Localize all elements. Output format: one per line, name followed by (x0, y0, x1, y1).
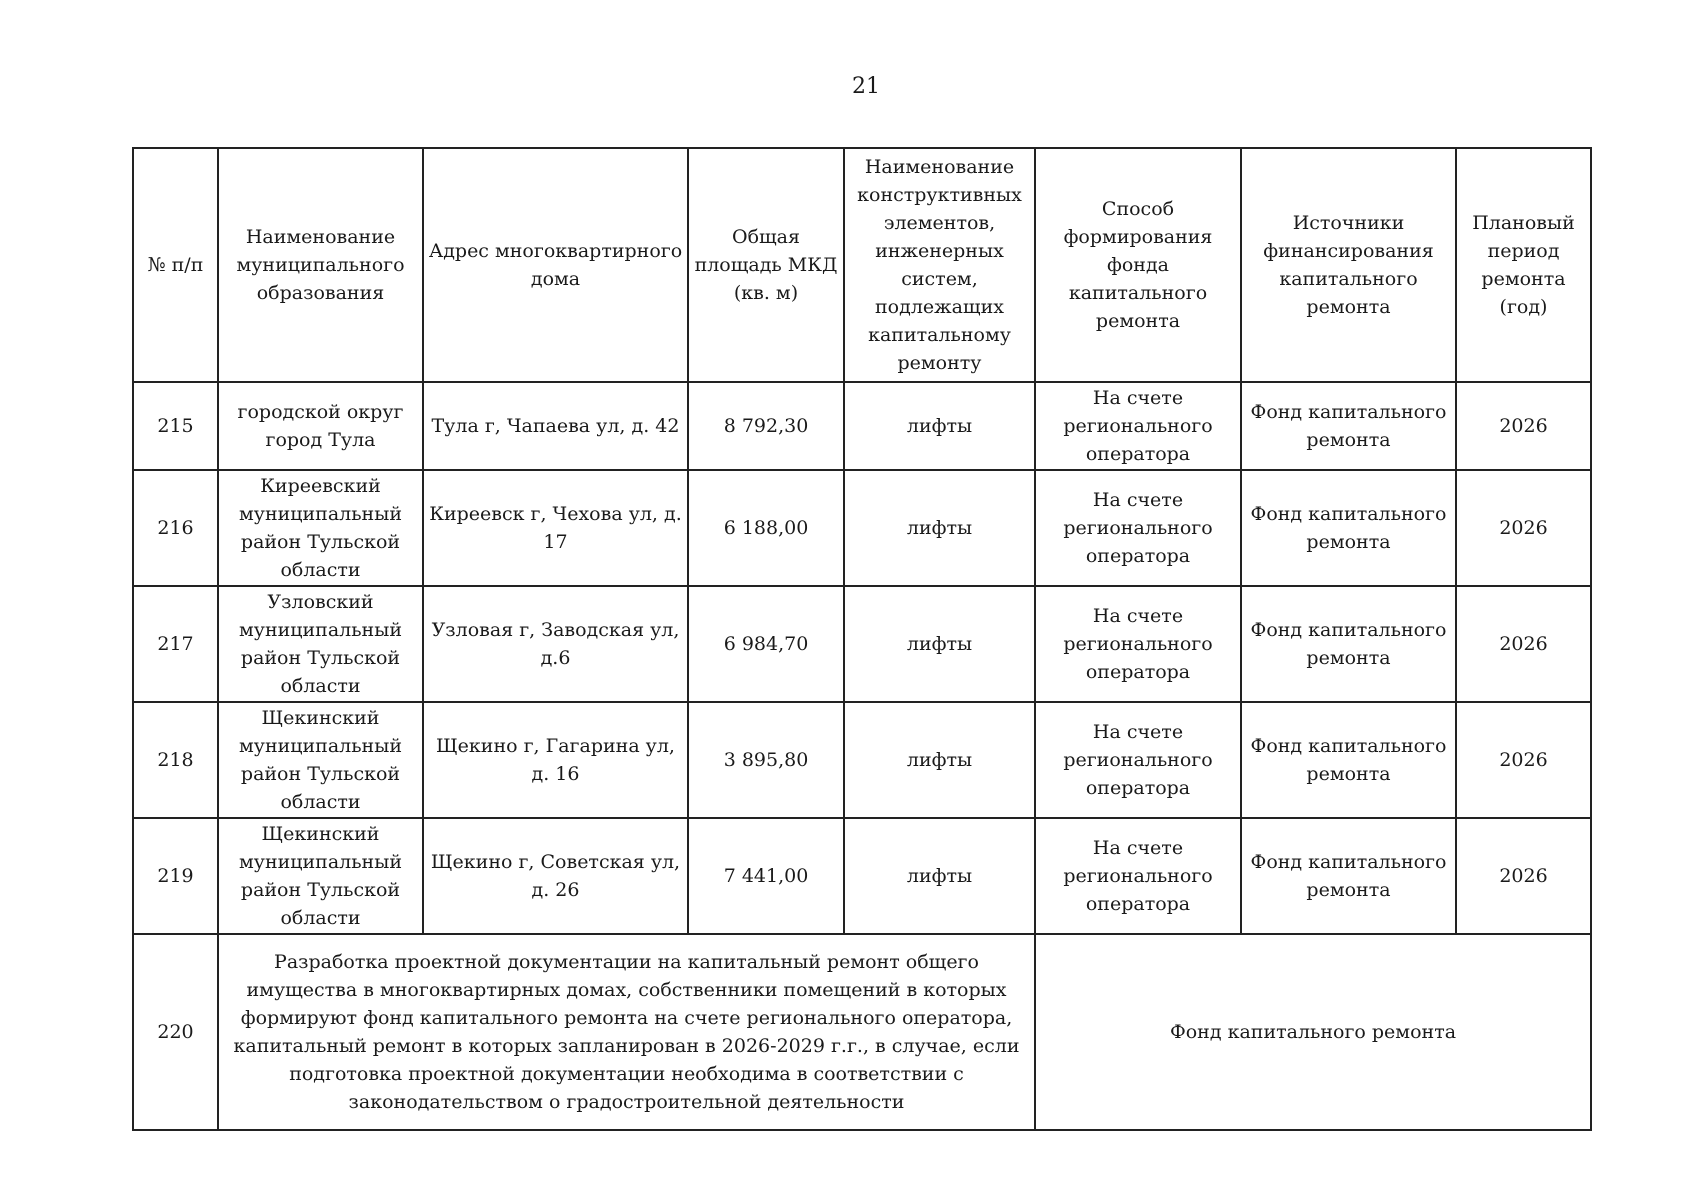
cell-year: 2026 (1456, 702, 1591, 818)
cell-address: Узловая г, Заводская ул, д.6 (423, 586, 688, 702)
cell-source: Фонд капитального ремонта (1241, 382, 1456, 470)
cell-municipality: городской округ город Тула (218, 382, 423, 470)
page-number: 21 (852, 74, 880, 99)
cell-elements: лифты (844, 382, 1035, 470)
cell-method: На счете регионального оператора (1035, 818, 1241, 934)
cell-municipality: Узловский муниципальный район Тульской области (218, 586, 423, 702)
cell-elements: лифты (844, 702, 1035, 818)
capital-repair-table (132, 147, 1592, 1131)
cell-description: Разработка проектной документации на капитальный ремонт общего имущества в многоквартирных домах, собственники помещений в которых формируют фонд капитального ремонта на счете регионального оператора, капитальный ремонт в которых запланирован в 2026-2029 г.г., в случае, если подготовка проектной документации необходима в соответствии с законодательством о градостроительной деятельности (218, 934, 1035, 1130)
header-method: Способ формирования фонда капитального ремонта (1035, 148, 1241, 382)
header-year: Плановый период ремонта (год) (1456, 148, 1591, 382)
header-elements: Наименование конструктивных элементов, инженерных систем, подлежащих капитальному ремонту (844, 148, 1035, 382)
table-row (133, 586, 1591, 702)
cell-area: 7 441,00 (688, 818, 844, 934)
cell-elements: лифты (844, 586, 1035, 702)
cell-municipality: Щекинский муниципальный район Тульской области (218, 818, 423, 934)
cell-area: 3 895,80 (688, 702, 844, 818)
cell-source: Фонд капитального ремонта (1035, 934, 1591, 1130)
cell-year: 2026 (1456, 818, 1591, 934)
header-address: Адрес многоквартирного дома (423, 148, 688, 382)
cell-num: 218 (133, 702, 218, 818)
cell-source: Фонд капитального ремонта (1241, 702, 1456, 818)
cell-num: 219 (133, 818, 218, 934)
table-header (133, 148, 1591, 382)
cell-year: 2026 (1456, 470, 1591, 586)
table-row (133, 818, 1591, 934)
cell-year: 2026 (1456, 382, 1591, 470)
cell-elements: лифты (844, 818, 1035, 934)
table-row (133, 702, 1591, 818)
cell-address: Тула г, Чапаева ул, д. 42 (423, 382, 688, 470)
header-municipality: Наименование муниципального образования (218, 148, 423, 382)
header-source: Источники финансирования капитального ремонта (1241, 148, 1456, 382)
cell-source: Фонд капитального ремонта (1241, 818, 1456, 934)
cell-method: На счете регионального оператора (1035, 470, 1241, 586)
cell-num: 215 (133, 382, 218, 470)
cell-area: 6 188,00 (688, 470, 844, 586)
cell-num: 216 (133, 470, 218, 586)
table-row (133, 470, 1591, 586)
cell-area: 6 984,70 (688, 586, 844, 702)
header-area: Общая площадь МКД (кв. м) (688, 148, 844, 382)
table-row-summary (133, 934, 1591, 1130)
cell-address: Щекино г, Советская ул, д. 26 (423, 818, 688, 934)
cell-source: Фонд капитального ремонта (1241, 470, 1456, 586)
header-row (133, 148, 1591, 382)
cell-address: Киреевск г, Чехова ул, д. 17 (423, 470, 688, 586)
header-num: № п/п (133, 148, 218, 382)
cell-method: На счете регионального оператора (1035, 702, 1241, 818)
table-row (133, 382, 1591, 470)
cell-elements: лифты (844, 470, 1035, 586)
cell-address: Щекино г, Гагарина ул, д. 16 (423, 702, 688, 818)
cell-municipality: Щекинский муниципальный район Тульской области (218, 702, 423, 818)
cell-municipality: Киреевский муниципальный район Тульской области (218, 470, 423, 586)
cell-area: 8 792,30 (688, 382, 844, 470)
cell-method: На счете регионального оператора (1035, 586, 1241, 702)
cell-year: 2026 (1456, 586, 1591, 702)
cell-source: Фонд капитального ремонта (1241, 586, 1456, 702)
cell-num: 220 (133, 934, 218, 1130)
table-body (133, 382, 1591, 1130)
cell-num: 217 (133, 586, 218, 702)
cell-method: На счете регионального оператора (1035, 382, 1241, 470)
